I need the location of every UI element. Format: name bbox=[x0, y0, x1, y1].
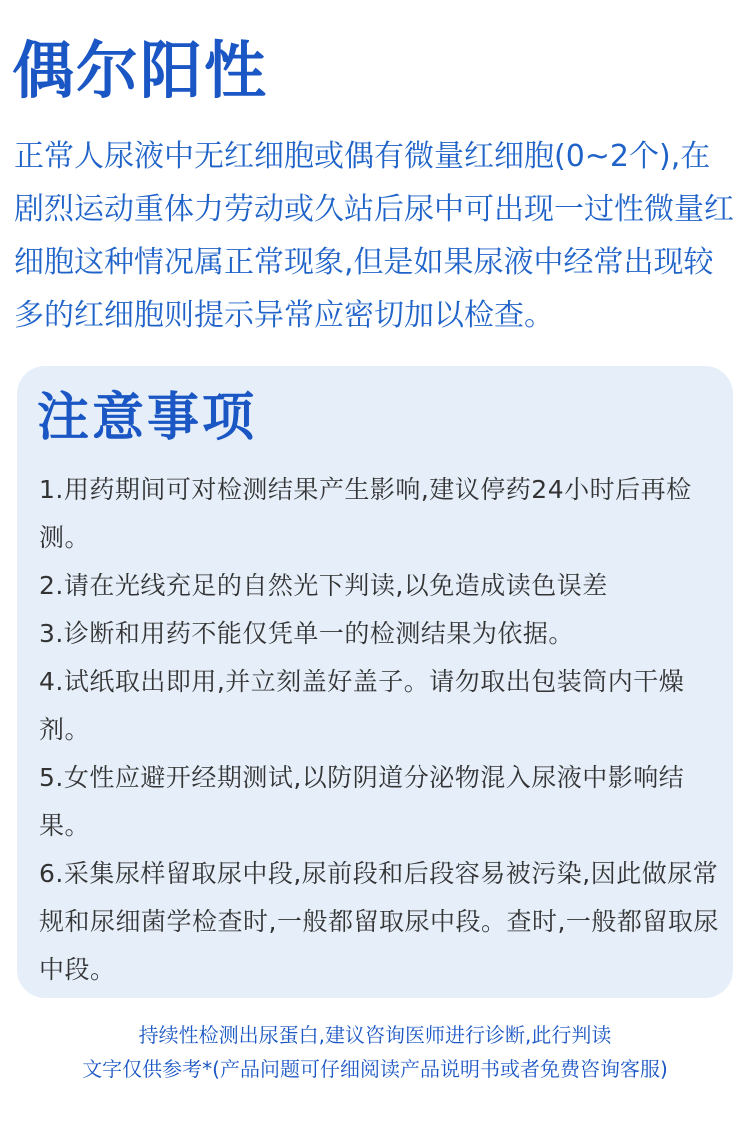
notice-panel bbox=[17, 366, 733, 998]
footer-disclaimer bbox=[0, 1018, 750, 1086]
footer-line-2: 文字仅供参考*(产品问题可仔细阅读产品说明书或者免费咨询客服) bbox=[82, 1057, 668, 1081]
footer-line-1: 持续性检测出尿蛋白,建议咨询医师进行诊断,此行判读 bbox=[138, 1023, 612, 1047]
intro-paragraph: 正常人尿液中无红细胞或偶有微量红细胞(0~2个),在剧烈运动重体力劳动或久站后尿中可出现一过性微量红细胞这种情况属正常现象,但是如果尿液中经常出现较多的红细胞则提示异常应密切加以检查。 bbox=[14, 139, 734, 333]
notice-title: 注意事项 bbox=[37, 388, 258, 448]
section-title: 偶尔阳性 bbox=[12, 34, 269, 107]
notice-item: 5.女性应避开经期测试,以防阴道分泌物混入尿液中影响结果。 bbox=[39, 763, 685, 840]
notice-item: 6.采集尿样留取尿中段,尿前段和后段容易被污染,因此做尿常规和尿细菌学检查时,一般都留取尿中段。查时,一般都留取尿中段。 bbox=[39, 859, 719, 984]
notice-item: 2.请在光线充足的自然光下判读,以免造成读色误差 bbox=[39, 571, 608, 600]
notice-item: 3.诊断和用药不能仅凭单一的检测结果为依据。 bbox=[39, 619, 574, 648]
notice-item: 4.试纸取出即用,并立刻盖好盖子。请勿取出包装筒内干燥剂。 bbox=[39, 667, 685, 744]
notice-list bbox=[39, 466, 727, 994]
notice-item: 1.用药期间可对检测结果产生影响,建议停药24小时后再检测。 bbox=[39, 475, 692, 552]
